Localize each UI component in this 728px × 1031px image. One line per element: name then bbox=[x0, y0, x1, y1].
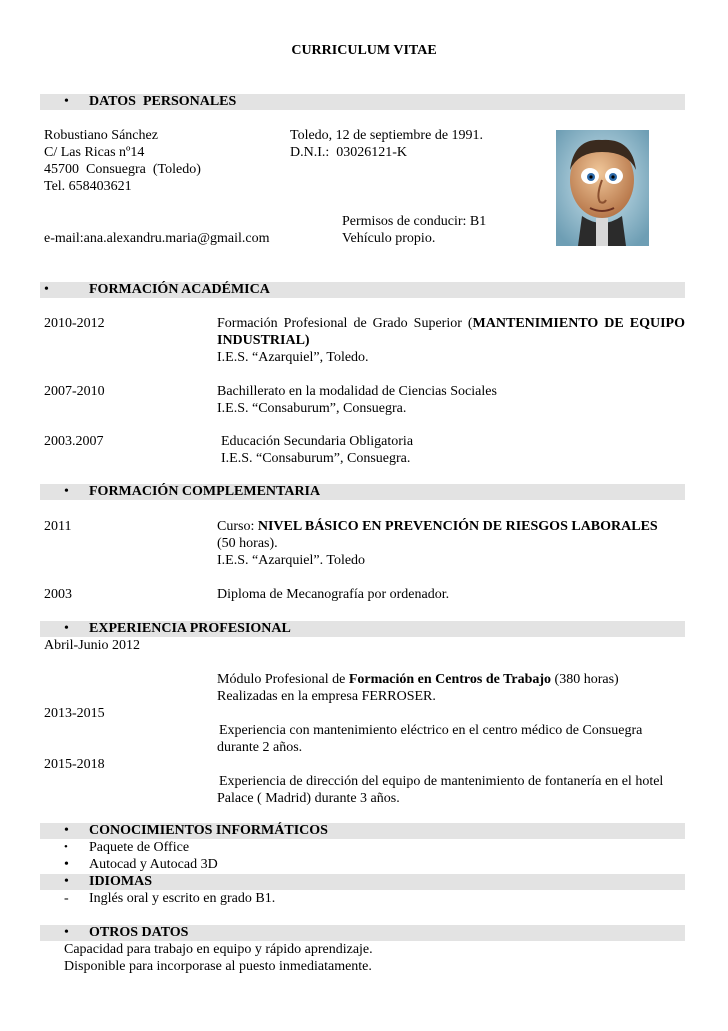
experience-desc-3: Experiencia de dirección del equipo de mantenimiento de fontanería en el hotel bbox=[219, 774, 664, 789]
name: Robustiano Sánchez bbox=[44, 128, 158, 143]
language-item-1: Inglés oral y escrito en grado B1. bbox=[89, 891, 276, 906]
bullet: • bbox=[64, 925, 69, 940]
academic-desc-1-bold: MANTENIMIENTO DE EQUIPO INDUSTRIAL) bbox=[217, 316, 685, 348]
complementary-desc-1-pre: Curso: bbox=[217, 519, 258, 534]
bullet: • bbox=[64, 857, 69, 872]
academic-school-1: I.E.S. “Azarquiel”, Toledo. bbox=[217, 350, 369, 365]
bullet: • bbox=[64, 874, 69, 889]
section-heading-other: OTROS DATOS bbox=[89, 925, 189, 940]
complementary-years-2: 2003 bbox=[44, 587, 72, 602]
profile-photo bbox=[556, 130, 649, 246]
section-heading-personal: DATOS PERSONALES bbox=[89, 94, 237, 109]
date-place: Toledo, 12 de septiembre de 1991. bbox=[290, 128, 484, 143]
driving-license: Permisos de conducir: B1 bbox=[342, 214, 487, 229]
complementary-desc-1 bbox=[217, 518, 658, 535]
computing-item-1: Paquete de Office bbox=[89, 840, 190, 855]
page-title: CURRICULUM VITAE bbox=[291, 43, 437, 58]
bullet: • bbox=[64, 94, 69, 109]
address: C/ Las Ricas nº14 bbox=[44, 145, 145, 160]
experience-years-2: 2013-2015 bbox=[44, 706, 105, 721]
experience-duration-3: Palace ( Madrid) durante 3 años. bbox=[217, 791, 400, 806]
academic-years-1: 2010-2012 bbox=[44, 316, 105, 331]
section-heading-academic: FORMACIÓN ACADÉMICA bbox=[89, 282, 270, 297]
section-heading-experience: EXPERIENCIA PROFESIONAL bbox=[89, 621, 291, 636]
other-item-1: Capacidad para trabajo en equipo y rápido aprendizaje. bbox=[64, 942, 373, 957]
academic-desc-3: Educación Secundaria Obligatoria bbox=[221, 434, 414, 449]
experience-years-1: Abril-Junio 2012 bbox=[44, 638, 141, 653]
other-item-2: Disponible para incorporase al puesto inmediatamente. bbox=[64, 959, 372, 974]
computing-item-2: Autocad y Autocad 3D bbox=[89, 857, 218, 872]
bullet: • bbox=[64, 621, 69, 636]
own-vehicle: Vehículo propio. bbox=[342, 231, 436, 246]
academic-years-2: 2007-2010 bbox=[44, 384, 105, 399]
complementary-school-1: I.E.S. “Azarquiel”. Toledo bbox=[217, 553, 366, 568]
bullet: • bbox=[64, 841, 68, 853]
complementary-desc-1-bold: NIVEL BÁSICO EN PREVENCIÓN DE RIESGOS LABORALES bbox=[257, 519, 658, 534]
experience-desc-1-pre: Módulo Profesional de bbox=[217, 672, 349, 687]
bullet: • bbox=[64, 823, 69, 838]
dash-bullet: - bbox=[64, 891, 69, 906]
bullet: • bbox=[44, 282, 49, 297]
academic-years-3: 2003.2007 bbox=[44, 434, 104, 449]
phone: Tel. 658403621 bbox=[44, 179, 132, 194]
academic-school-3: I.E.S. “Consaburum”, Consuegra. bbox=[221, 451, 411, 466]
city: 45700 Consuegra (Toledo) bbox=[44, 162, 201, 177]
complementary-desc-2: Diploma de Mecanografía por ordenador. bbox=[217, 587, 450, 602]
experience-desc-1-post: (380 horas) bbox=[551, 672, 619, 687]
academic-school-2: I.E.S. “Consaburum”, Consuegra. bbox=[217, 401, 407, 416]
experience-years-3: 2015-2018 bbox=[44, 757, 105, 772]
experience-company-1: Realizadas en la empresa FERROSER. bbox=[217, 689, 436, 704]
dni: D.N.I.: 03026121-K bbox=[290, 145, 408, 160]
experience-desc-2: Experiencia con mantenimiento eléctrico en el centro médico de Consuegra bbox=[219, 723, 643, 738]
academic-desc-1 bbox=[217, 315, 685, 349]
section-heading-computing: CONOCIMIENTOS INFORMÁTICOS bbox=[89, 823, 328, 838]
section-heading-languages: IDIOMAS bbox=[89, 874, 153, 889]
section-heading-complementary: FORMACIÓN COMPLEMENTARIA bbox=[89, 484, 321, 499]
email: e-mail:ana.alexandru.maria@gmail.com bbox=[44, 231, 270, 246]
complementary-hours-1: (50 horas). bbox=[217, 536, 278, 551]
experience-desc-1-bold: Formación en Centros de Trabajo bbox=[348, 672, 552, 687]
experience-duration-2: durante 2 años. bbox=[217, 740, 303, 755]
bullet: • bbox=[64, 484, 69, 499]
academic-desc-1-text: Formación Profesional de Grado Superior ( bbox=[217, 316, 473, 331]
academic-desc-2: Bachillerato en la modalidad de Ciencias Sociales bbox=[217, 384, 497, 399]
complementary-years-1: 2011 bbox=[44, 519, 72, 534]
experience-desc-1 bbox=[217, 671, 619, 688]
